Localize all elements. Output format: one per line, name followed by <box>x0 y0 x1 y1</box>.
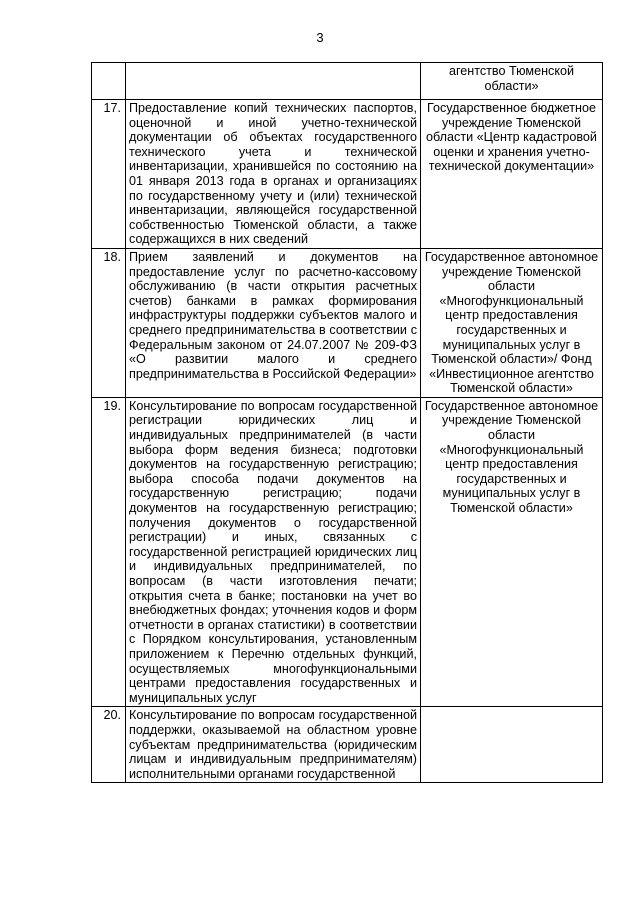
service-description: Консультирование по вопросам государственной регистрации юридических лиц и индивидуальных предпринимателей (в части выбора форм ведения бизнеса; подготовки документов на государственную регистрацию; выбора способа подачи документов на государственную регистрацию; подачи документов на государственную регистрацию; получения документов о государственной регистрации) и иных, связанных с государственной регистрацией юридических лиц и индивидуальных предпринимателей, по вопросам (в части изготовления печати; открытия счета в банке; постановки на учет во внебюджетных фондах; уточнения кодов и форм отчетности в органах статистики) в соответствии с Порядком консультирования, установленным приложением к Перечню отдельных функций, осуществляемых многофункциональными центрами предоставления государственных и муниципальных услуг <box>126 397 421 706</box>
responsible-organization: Государственное автономное учреждение Тюменской области «Многофункциональный центр предоставления государственных и муниципальных услуг в Тюменской области» <box>421 397 603 706</box>
row-number: 18. <box>92 248 126 397</box>
table-row <box>92 707 603 783</box>
responsible-organization: агентство Тюменской области» <box>421 63 603 100</box>
table-row <box>92 397 603 706</box>
services-table-wrapper <box>91 62 603 865</box>
row-number: 17. <box>92 100 126 249</box>
table-row <box>92 248 603 397</box>
service-description: Консультирование по вопросам государственной поддержки, оказываемой на областном уровне субъектам предпринимательства (юридическим лицам и индивидуальным предпринимателям) исполнительными органами государственной <box>126 707 421 783</box>
responsible-organization <box>421 707 603 783</box>
row-number: 19. <box>92 397 126 706</box>
page-number: 3 <box>316 30 324 45</box>
row-number <box>92 63 126 100</box>
table-row <box>92 100 603 249</box>
service-description: Предоставление копий технических паспортов, оценочной и иной учетно-технической документации об объектах государственного технического учета и технической инвентаризации, хранившейся по состоянию на 01 января 2013 года в органах и организациях по государственному учету и (или) технической инвентаризации, являющейся государственной собственностью Тюменской области, а также содержащихся в них сведений <box>126 100 421 249</box>
service-description: Прием заявлений и документов на предоставление услуг по расчетно-кассовому обслуживанию (в части открытия расчетных счетов) банками в рамках формирования инфраструктуры поддержки субъектов малого и среднего предпринимательства в соответствии с Федеральным законом от 24.07.2007 № 209-ФЗ «О развитии малого и среднего предпринимательства в Российской Федерации» <box>126 248 421 397</box>
service-description <box>126 63 421 100</box>
row-number: 20. <box>92 707 126 783</box>
services-table <box>91 62 603 783</box>
responsible-organization: Государственное автономное учреждение Тюменской области «Многофункциональный центр предоставления государственных и муниципальных услуг в Тюменской области»/ Фонд «Инвестиционное агентство Тюменской области» <box>421 248 603 397</box>
table-row <box>92 63 603 100</box>
responsible-organization: Государственное бюджетное учреждение Тюменской области «Центр кадастровой оценки и хранения учетно-технической документации» <box>421 100 603 249</box>
